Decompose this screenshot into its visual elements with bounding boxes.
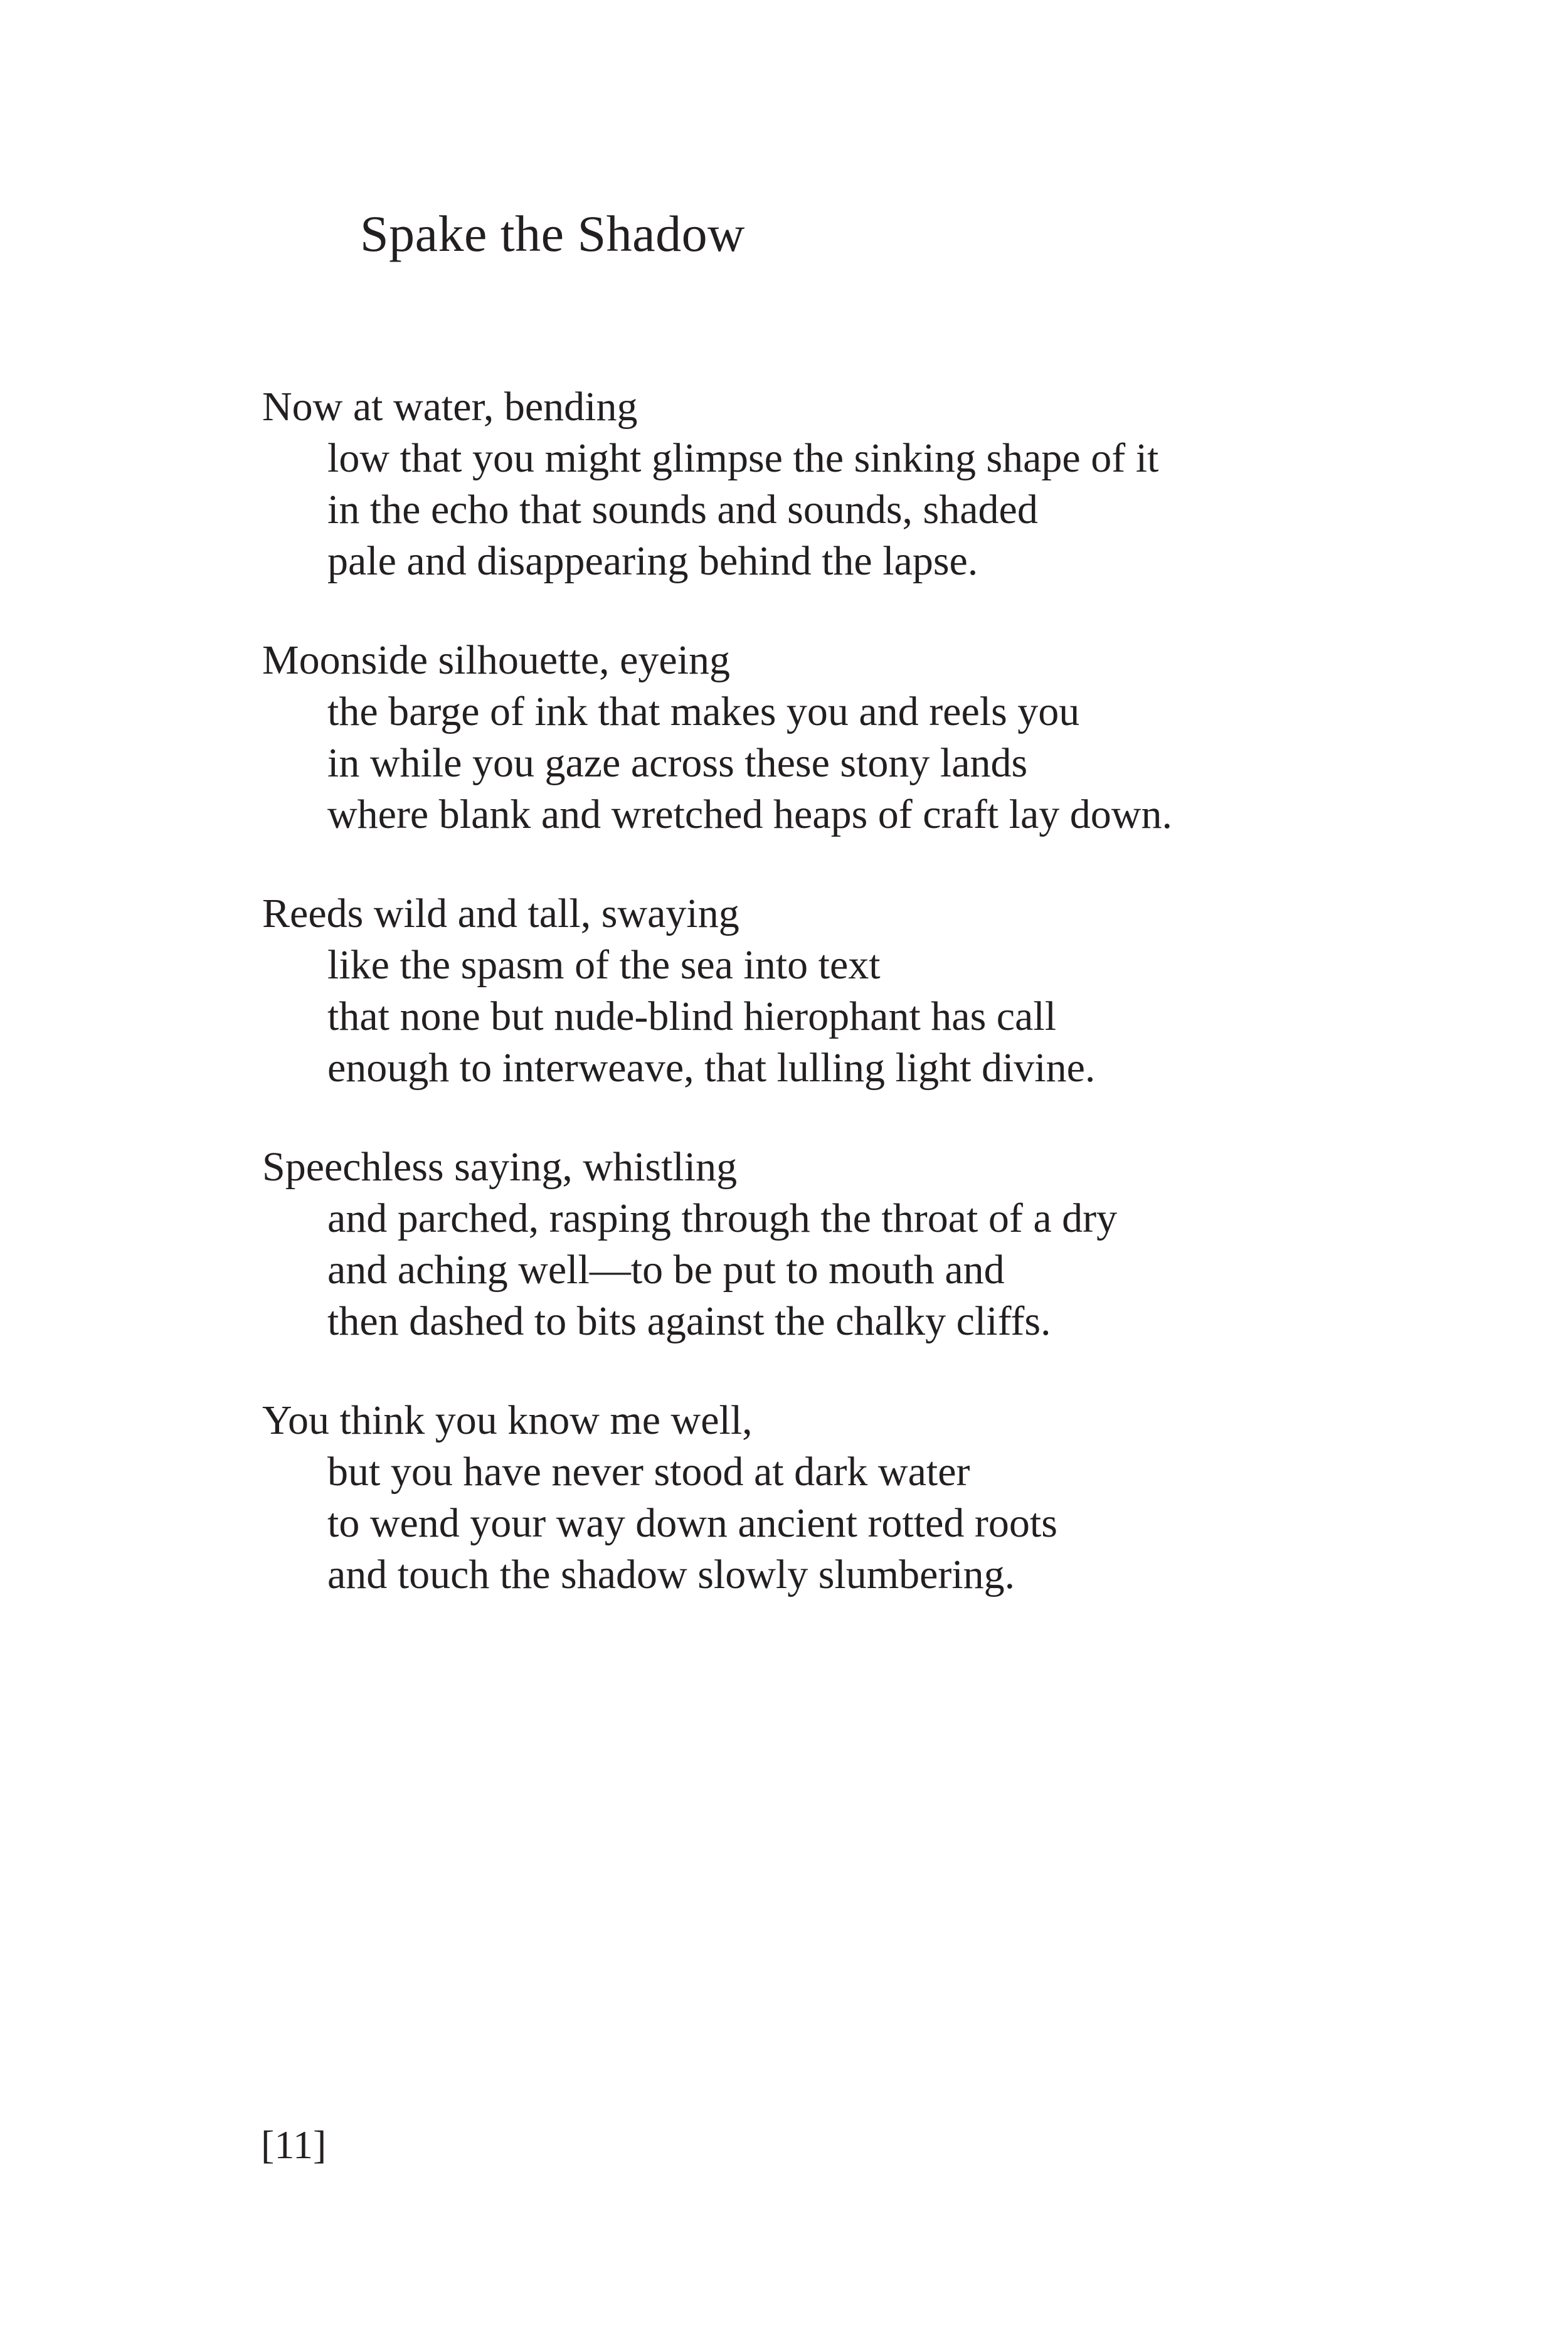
- stanza-1: [262, 381, 1454, 587]
- stanza-line: like the spasm of the sea into text: [327, 942, 881, 988]
- stanza-4: [262, 1142, 1454, 1347]
- stanza-line: Now at water, bending: [262, 384, 638, 430]
- stanza-line: then dashed to bits against the chalky cliffs.: [327, 1298, 1051, 1344]
- stanza-line: low that you might glimpse the sinking shape of it: [327, 435, 1159, 481]
- poem-body: [262, 381, 1454, 1648]
- stanza-line: in the echo that sounds and sounds, shaded: [327, 487, 1038, 532]
- stanza-line: the barge of ink that makes you and reels you: [327, 689, 1080, 734]
- stanza-3: [262, 888, 1454, 1094]
- stanza-line: and touch the shadow slowly slumbering.: [327, 1552, 1015, 1597]
- stanza-line: where blank and wretched heaps of craft lay down.: [327, 792, 1172, 837]
- stanza-line: and aching well—to be put to mouth and: [327, 1247, 1005, 1293]
- poem-title: Spake the Shadow: [360, 205, 745, 262]
- stanza-line: but you have never stood at dark water: [327, 1449, 970, 1495]
- page-number: [11]: [261, 2122, 327, 2167]
- stanza-line: Moonside silhouette, eyeing: [262, 637, 731, 683]
- stanza-line: pale and disappearing behind the lapse.: [327, 538, 978, 584]
- stanza-line: You think you know me well,: [262, 1397, 753, 1443]
- stanza-line: in while you gaze across these stony lands: [327, 740, 1028, 786]
- stanza-2: [262, 635, 1454, 840]
- stanza-5: [262, 1395, 1454, 1601]
- stanza-line: and parched, rasping through the throat of a dry: [327, 1195, 1118, 1241]
- stanza-line: to wend your way down ancient rotted roots: [327, 1500, 1057, 1546]
- stanza-line: enough to interweave, that lulling light divine.: [327, 1045, 1096, 1091]
- stanza-line: Speechless saying, whistling: [262, 1144, 738, 1190]
- stanza-line: that none but nude-blind hierophant has call: [327, 993, 1057, 1039]
- stanza-line: Reeds wild and tall, swaying: [262, 891, 739, 936]
